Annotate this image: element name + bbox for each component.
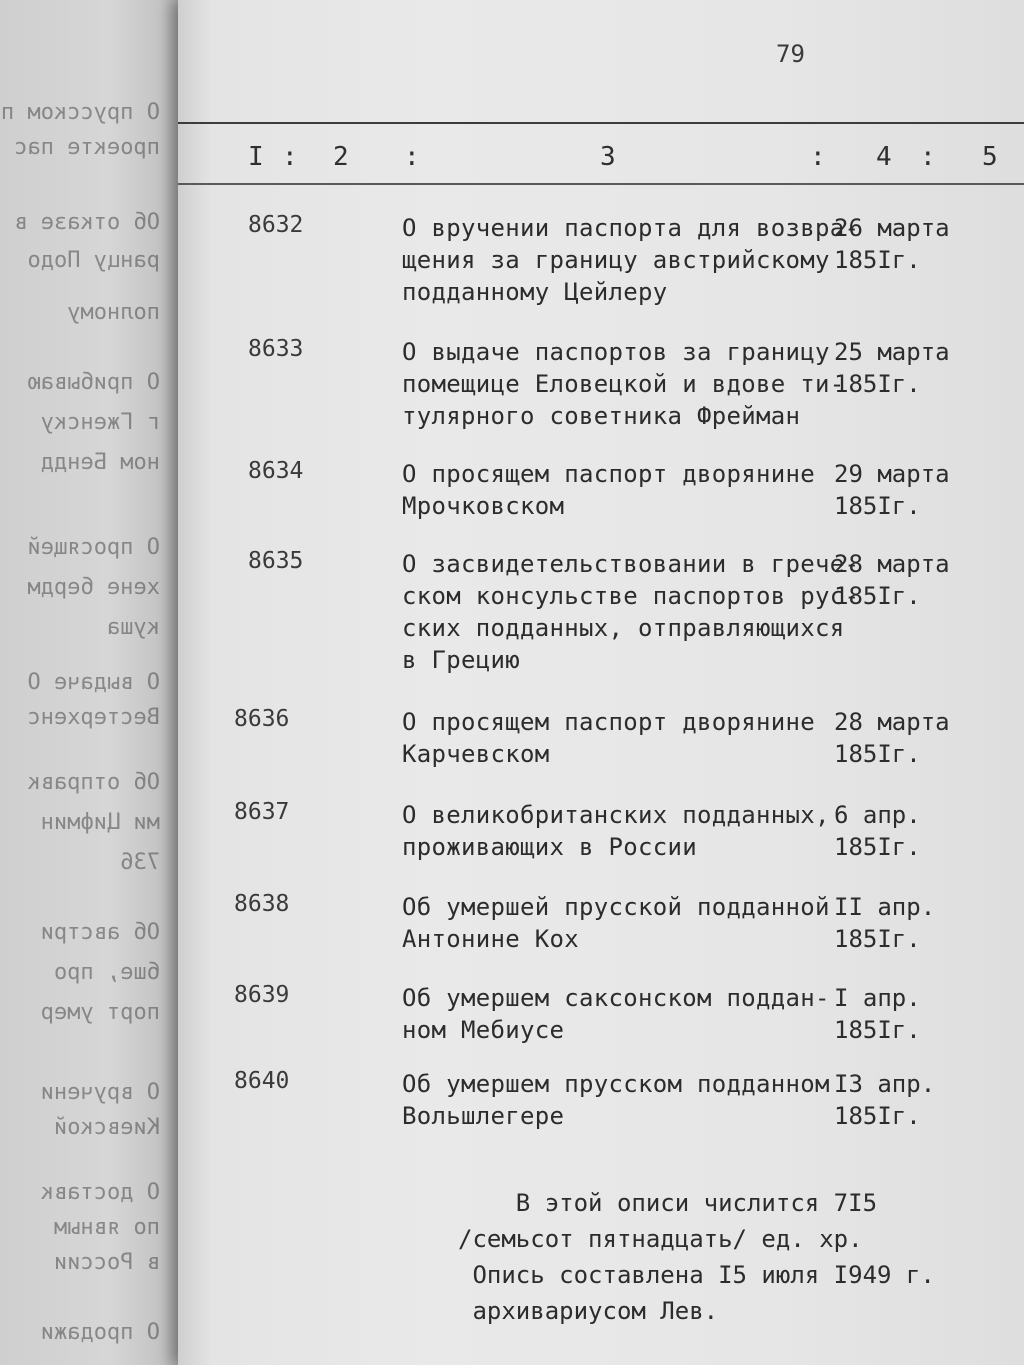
page-number: 79 — [776, 40, 805, 68]
item-title: О великобританских подданных, проживающих в России — [402, 801, 830, 861]
item-title: Об умершем саксонском поддан- ном Мебиусе — [402, 984, 830, 1044]
item-date: 28 марта 185Iг. — [834, 550, 950, 610]
closing-note-line: В этой описи числится 7I5 — [458, 1189, 878, 1217]
closing-note-line: Опись составлена I5 июля I949 г. — [458, 1261, 935, 1289]
item-date: 25 марта 185Iг. — [834, 338, 950, 398]
column-header-3: 3 — [600, 142, 616, 172]
item-number: 8635 — [248, 548, 304, 574]
column-header-2: 2 — [333, 142, 349, 172]
column-separator: : — [810, 142, 826, 172]
column-separator: : — [920, 142, 936, 172]
item-date: 6 апр. 185Iг. — [834, 801, 921, 861]
item-number: 8638 — [234, 891, 290, 917]
item-number: 8633 — [248, 336, 304, 362]
closing-note-line: /семьсот пятнадцать/ ед. хр. — [458, 1225, 863, 1253]
item-title: О просящем паспорт дворянине Мрочковском — [402, 460, 815, 520]
item-date: I3 апр. 185Iг. — [834, 1070, 936, 1130]
item-title: Об умершей прусской подданной Антонине Кох — [402, 893, 830, 953]
document-page — [178, 0, 1024, 1365]
column-separator: : — [282, 142, 298, 172]
item-title: О просящем паспорт дворянине Карчевском — [402, 708, 815, 768]
table-header-rule — [178, 183, 1024, 185]
closing-note-line: архивариусом Лев. — [458, 1297, 719, 1325]
item-title: О засвидетельствовании в грече- ском консульстве паспортов рус- ских подданных, отправляющихся в Грецию — [402, 550, 860, 674]
item-title: О выдаче паспортов за границу помещице Еловецкой и вдове ти- тулярного советника Фрейман — [402, 338, 845, 430]
closing-note — [458, 1185, 935, 1329]
item-number: 8636 — [234, 706, 290, 732]
item-number: 8634 — [248, 458, 304, 484]
item-date: I апр. 185Iг. — [834, 984, 921, 1044]
item-date: II апр. 185Iг. — [834, 893, 936, 953]
item-title: Об умершем прусском подданном Вольшлегере — [402, 1070, 830, 1130]
column-header-4: 4 — [876, 142, 892, 172]
table-top-rule — [178, 122, 1024, 124]
item-number: 8637 — [234, 799, 290, 825]
column-header-5: 5 — [982, 142, 998, 172]
column-separator: : — [404, 142, 420, 172]
item-title: О вручении паспорта для возвра- щения за границу австрийскому подданному Цейлеру — [402, 214, 860, 306]
item-date: 28 марта 185Iг. — [834, 708, 950, 768]
facing-page — [0, 0, 200, 1365]
item-number: 8639 — [234, 982, 290, 1008]
facing-page-bleed-text: О прусском п проекте пас Об отказе в ранцу Подо полному О прибываю г Гженску ном Бендд О просящей хене бердм куша О выдаче О Вестерхенс Об отправк ми Цифмин 736 Об австри бше, про порт умер О вручени Киевской О доставк по явным в России О продажи — [1, 100, 160, 1345]
item-number: 8640 — [234, 1068, 290, 1094]
column-header-1: I — [248, 142, 264, 172]
item-date: 26 марта 185Iг. — [834, 214, 950, 274]
item-date: 29 марта 185Iг. — [834, 460, 950, 520]
item-number: 8632 — [248, 212, 304, 238]
